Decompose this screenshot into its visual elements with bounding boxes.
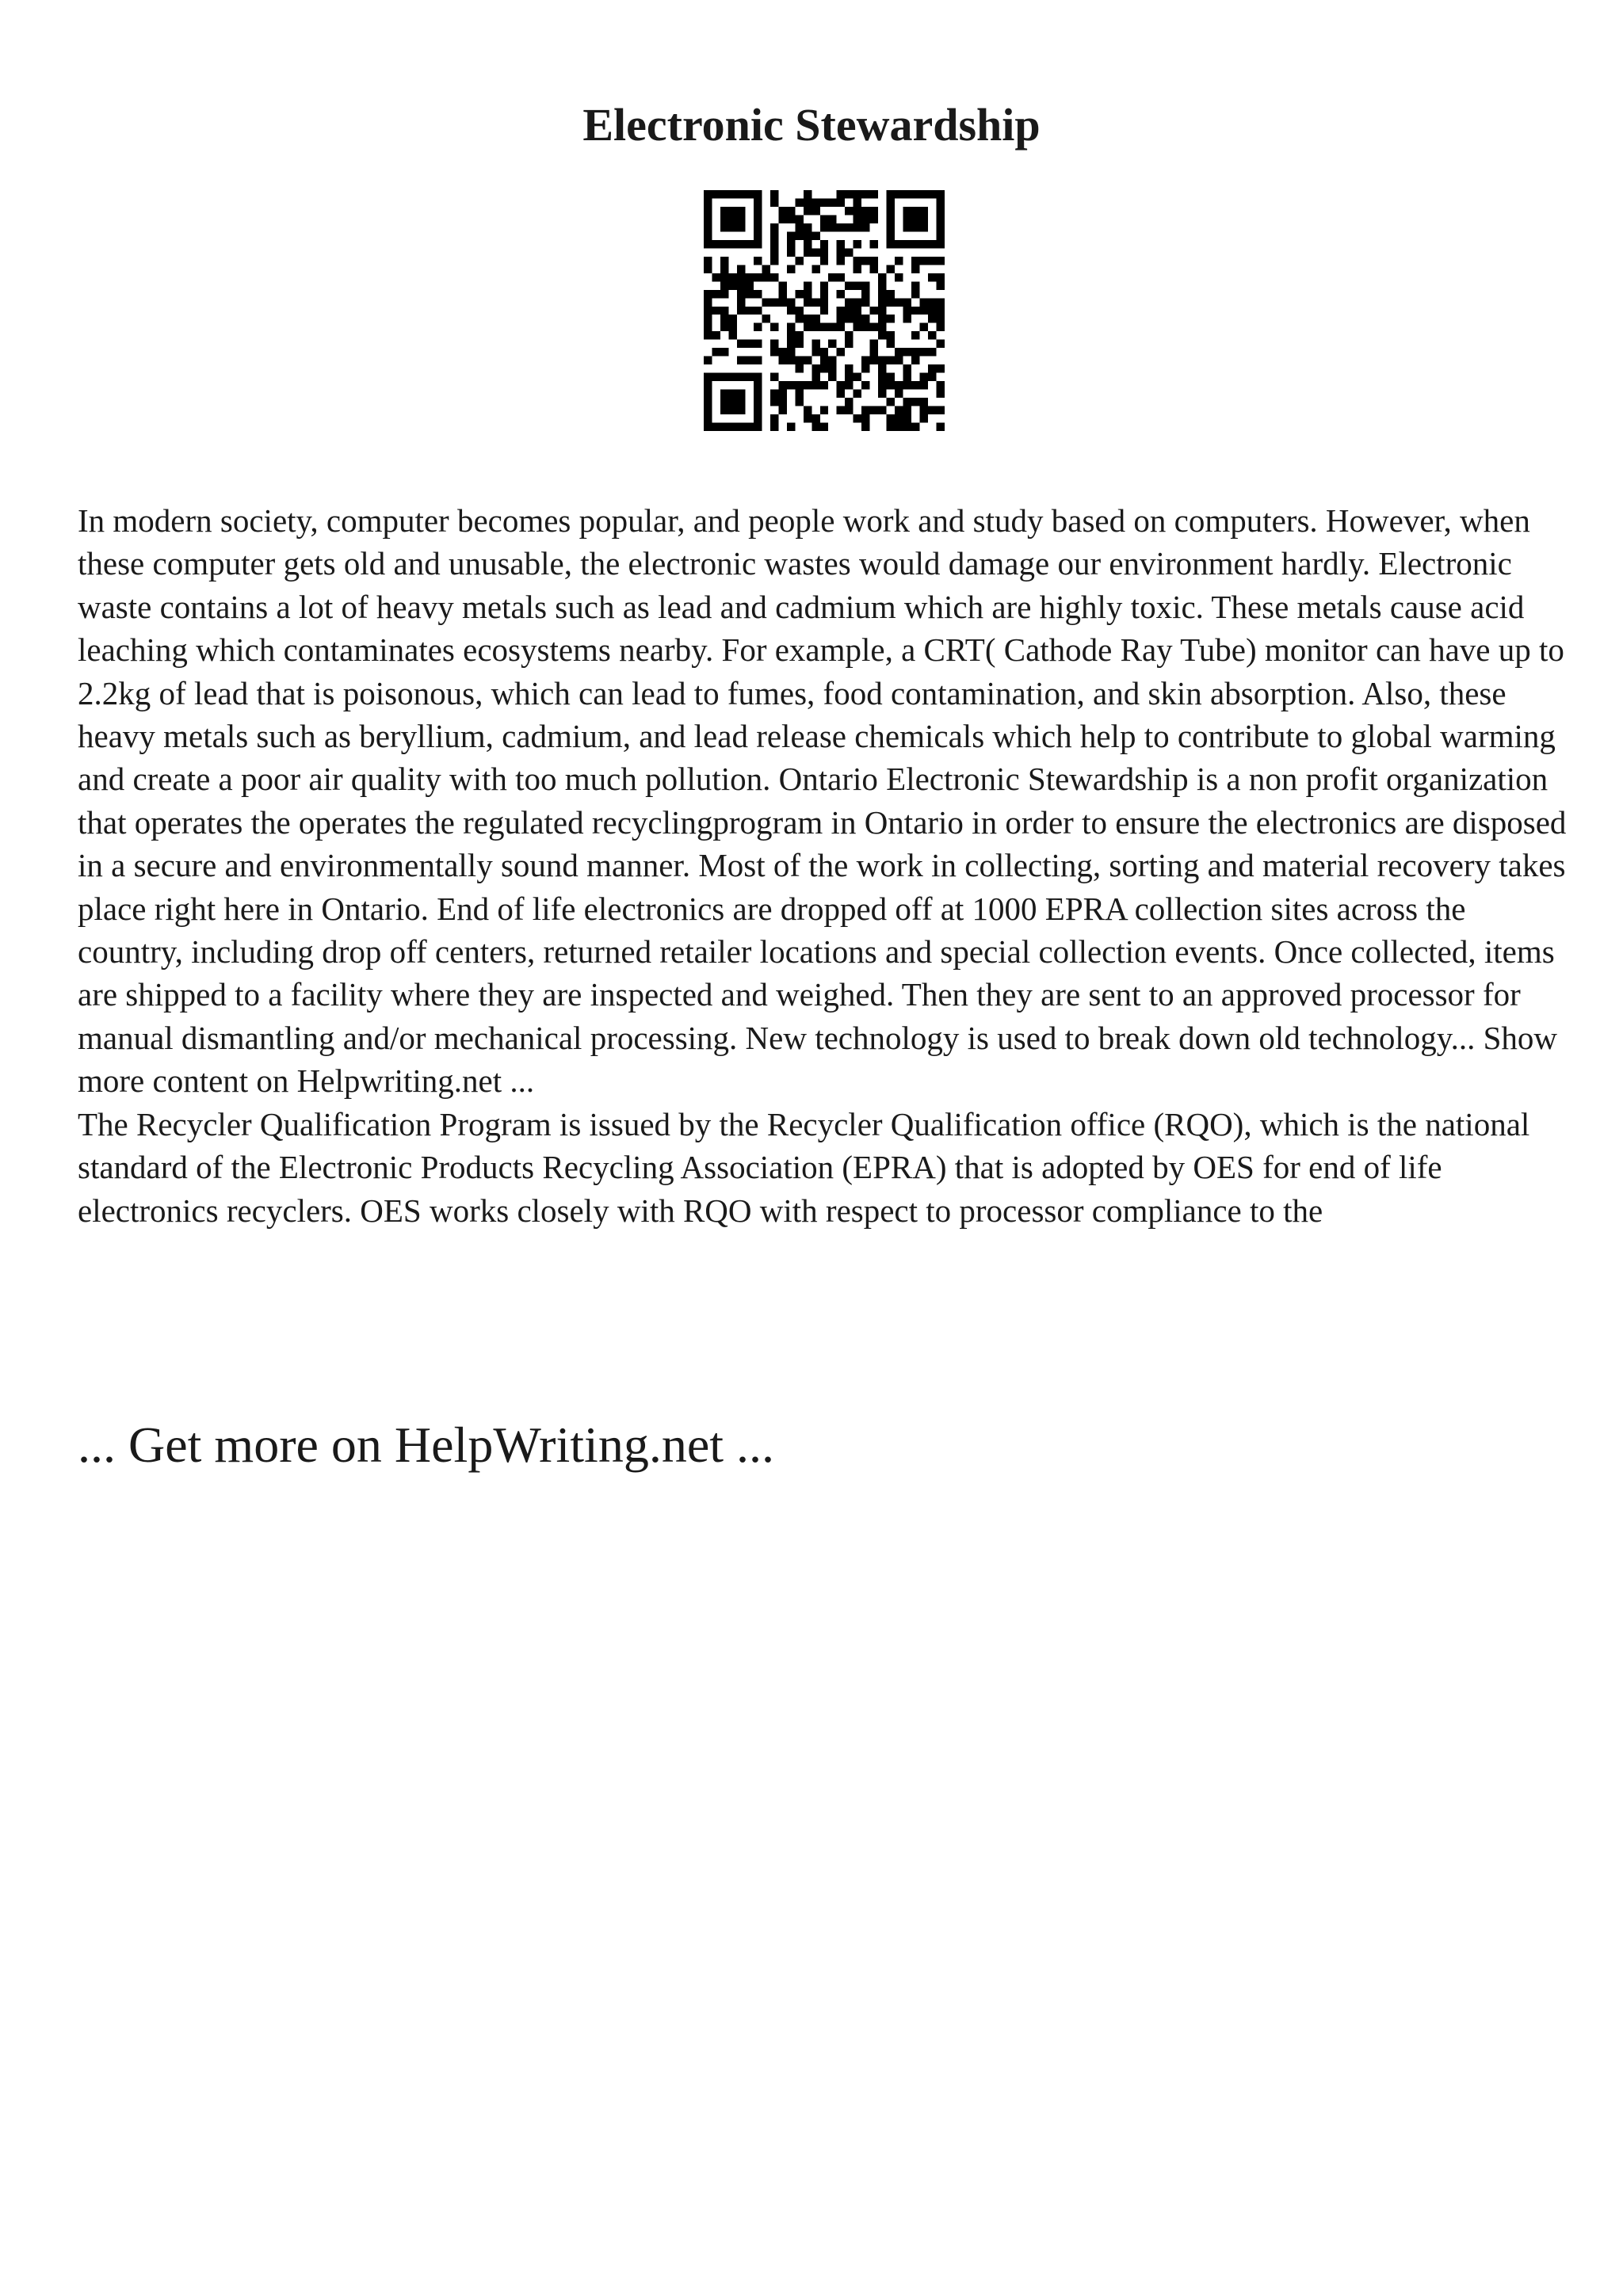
paragraph: The Recycler Qualification Program is issued by the Recycler Qualification office (RQO), which is the national standard of the Electronic Products Recycling Association (EPRA) that is adopted by OES for end of life electronics recyclers. OES works closely with RQO with respect to processor compliance to the [78, 1105, 1530, 1229]
article-body [78, 499, 1568, 1232]
get-more-link[interactable]: ... Get more on HelpWriting.net ... [78, 1417, 774, 1473]
qr-code-icon [704, 190, 945, 431]
paragraph: In modern society, computer becomes popular, and people work and study based on computers. However, when these computer gets old and unusable, the electronic wastes would damage our environment hardly. Electronic waste contains a lot of heavy metals such as lead and cadmium which are highly toxic. These metals cause acid leaching which contaminates ecosystems nearby. For example, a CRT( Cathode Ray Tube) monitor can have up to 2.2kg of lead that is poisonous, which can lead to fumes, food contamination, and skin absorption. Also, these heavy metals such as beryllium, cadmium, and lead release chemicals which help to contribute to global warming and create a poor air quality with too much pollution. Ontario Electronic Stewardship is a non profit organization that operates the operates the regulated recyclingprogram in Ontario in order to ensure the electronics are disposed in a secure and environmentally sound manner. Most of the work in collecting, sorting and material recovery takes place right here in Ontario. End of life electronics are dropped off at 1000 EPRA collection sites across the country, including drop off centers, returned retailer locations and special collection events. Once collected, items are shipped to a facility where they are inspected and weighed. Then they are sent to an approved processor for manual dismantling and/or mechanical processing. New technology is used to break down old technology... Show more content on Helpwriting.net ... [78, 502, 1567, 1100]
page-title: Electronic Stewardship [582, 99, 1041, 151]
